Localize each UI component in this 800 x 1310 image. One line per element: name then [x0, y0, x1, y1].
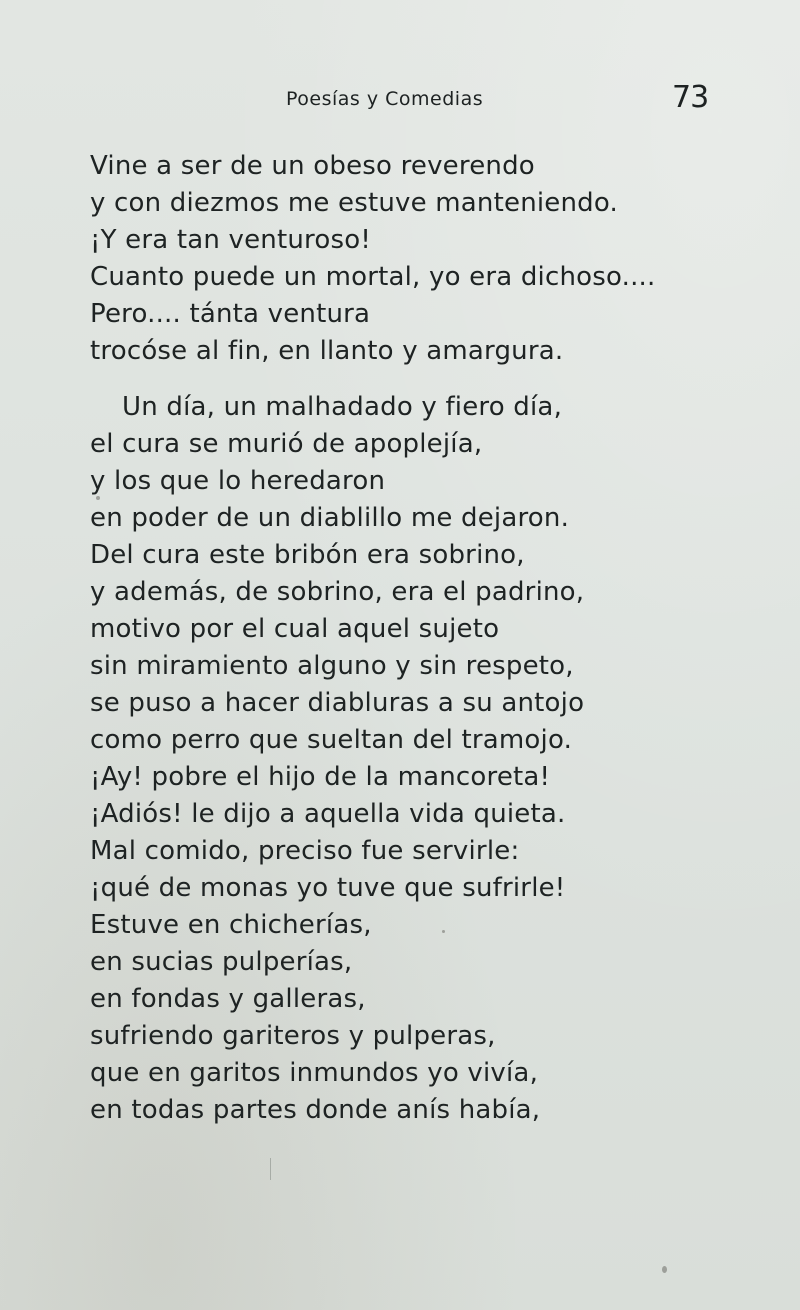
stanza-1	[90, 148, 750, 370]
poem-line: en poder de un diablillo me dejaron.	[90, 503, 570, 533]
paper-speck	[96, 496, 100, 500]
poem-line: sufriendo gariteros y pulperas,	[90, 1021, 496, 1051]
paper-mark	[270, 1158, 271, 1180]
poem-line: Cuanto puede un mortal, yo era dichoso....	[90, 262, 656, 292]
paper-speck	[442, 930, 445, 933]
poem-line: Mal comido, preciso fue servirle:	[90, 836, 520, 866]
poem-line: Vine a ser de un obeso reverendo	[90, 151, 535, 181]
running-title: Poesías y Comedias	[286, 88, 484, 110]
stanza-2	[90, 389, 750, 1129]
stanza-gap	[90, 370, 750, 389]
poem-line: en sucias pulperías,	[90, 947, 353, 977]
poem-line: motivo por el cual aquel sujeto	[90, 614, 500, 644]
poem-line: ¡qué de monas yo tuve que sufrirle!	[90, 873, 566, 903]
poem-line: ¡Y era tan venturoso!	[90, 225, 371, 255]
page-number: 73	[672, 80, 709, 115]
poem-body	[90, 148, 750, 1129]
poem-line: en todas partes donde anís había,	[90, 1095, 541, 1125]
poem-line: sin miramiento alguno y sin respeto,	[90, 651, 574, 681]
poem-line: ¡Ay! pobre el hijo de la mancoreta!	[90, 762, 551, 792]
poem-line: y los que lo heredaron	[90, 466, 386, 496]
poem-line: Un día, un malhadado y fiero día,	[122, 392, 563, 422]
poem-line: y además, de sobrino, era el padrino,	[90, 577, 585, 607]
poem-line: Del cura este bribón era sobrino,	[90, 540, 525, 570]
poem-line: Pero.... tánta ventura	[90, 299, 371, 329]
poem-line: ¡Adiós! le dijo a aquella vida quieta.	[90, 799, 566, 829]
poem-line: como perro que sueltan del tramojo.	[90, 725, 573, 755]
page-header	[0, 80, 800, 124]
poem-line: en fondas y galleras,	[90, 984, 366, 1014]
poem-line: que en garitos inmundos yo vivía,	[90, 1058, 539, 1088]
paper-speck	[662, 1266, 667, 1273]
poem-line: trocóse al fin, en llanto y amargura.	[90, 336, 564, 366]
poem-line: y con diezmos me estuve manteniendo.	[90, 188, 618, 218]
poem-line: Estuve en chicherías,	[90, 910, 372, 940]
poem-line: el cura se murió de apoplejía,	[90, 429, 483, 459]
poem-line: se puso a hacer diabluras a su antojo	[90, 688, 585, 718]
